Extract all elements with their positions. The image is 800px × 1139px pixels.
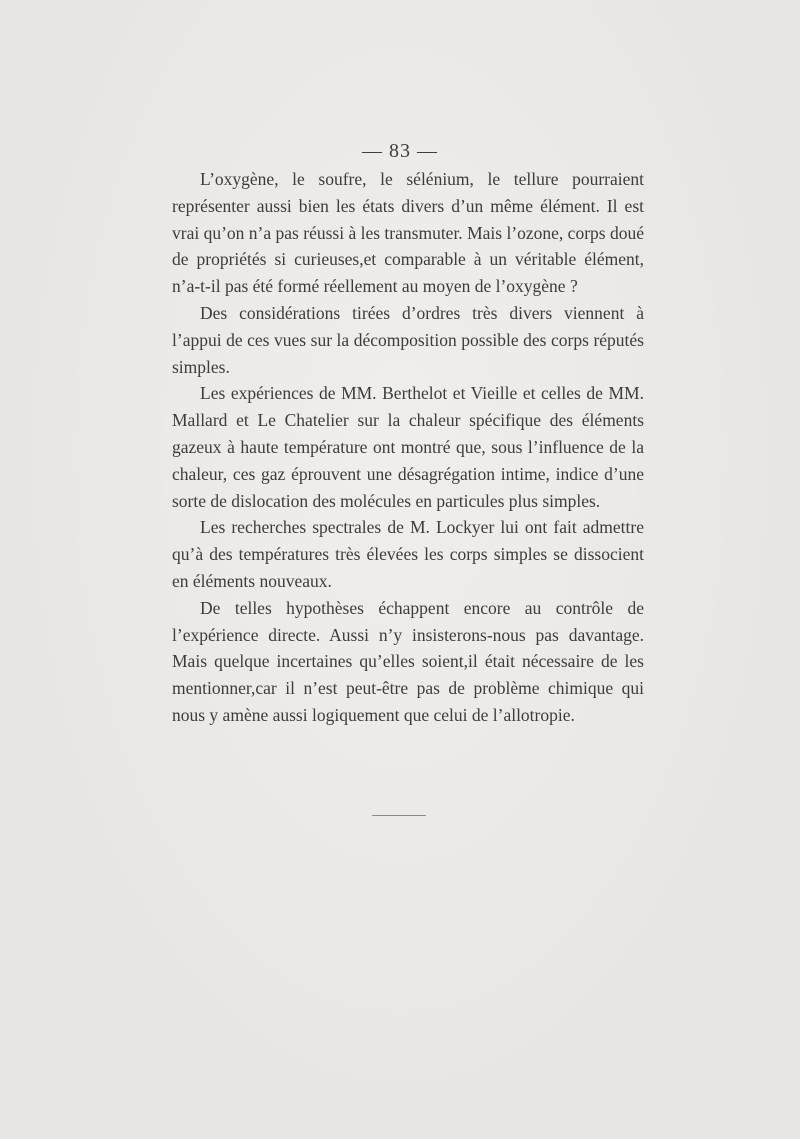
paragraph-considerations: Des considérations tirées d’ordres très divers viennent à l’appui de ces vues sur la décomposition possible des corps réputés simples.: [172, 302, 644, 377]
end-rule: [372, 815, 426, 816]
paragraph-experiences: Les expériences de MM. Berthelot et Vieille et celles de MM. Mallard et Le Chatelier sur la chaleur spécifique des éléments gazeux à haute température ont montré que, sous l’influence de la chaleur, ces gaz éprouvent une désagrégation intime, indice d’une sorte de dislocation des molécules en particules plus simples.: [172, 383, 644, 511]
page-number: — 83 —: [362, 140, 438, 162]
paragraph-recherches-spectrales: Les recherches spectrales de M. Lockyer lui ont fait admettre qu’à des températures très élevées les corps simples se dissocient en éléments nouveaux.: [172, 517, 644, 591]
paragraph-hypotheses: De telles hypothèses échappent encore au contrôle de l’expérience directe. Aussi n’y insisterons-nous pas davantage. Mais quelque incertaines qu’elles soient,il était nécessaire de les mentionner,car il n’est peut-être pas de problème chimique qui nous y amène aussi logiquement que celui de l’allotropie.: [172, 597, 644, 725]
body-text: [172, 166, 644, 729]
paragraph-oxygene: L’oxygène, le soufre, le sélénium, le tellure pourraient représenter aussi bien les états divers d’un même élément. Il est vrai qu’on n’a pas réussi à les transmuter. Mais l’ozone, corps doué de propriétés si curieuses,et comparable à un véritable élément, n’a-t-il pas été formé réellement au moyen de l’oxygène ?: [172, 169, 644, 297]
